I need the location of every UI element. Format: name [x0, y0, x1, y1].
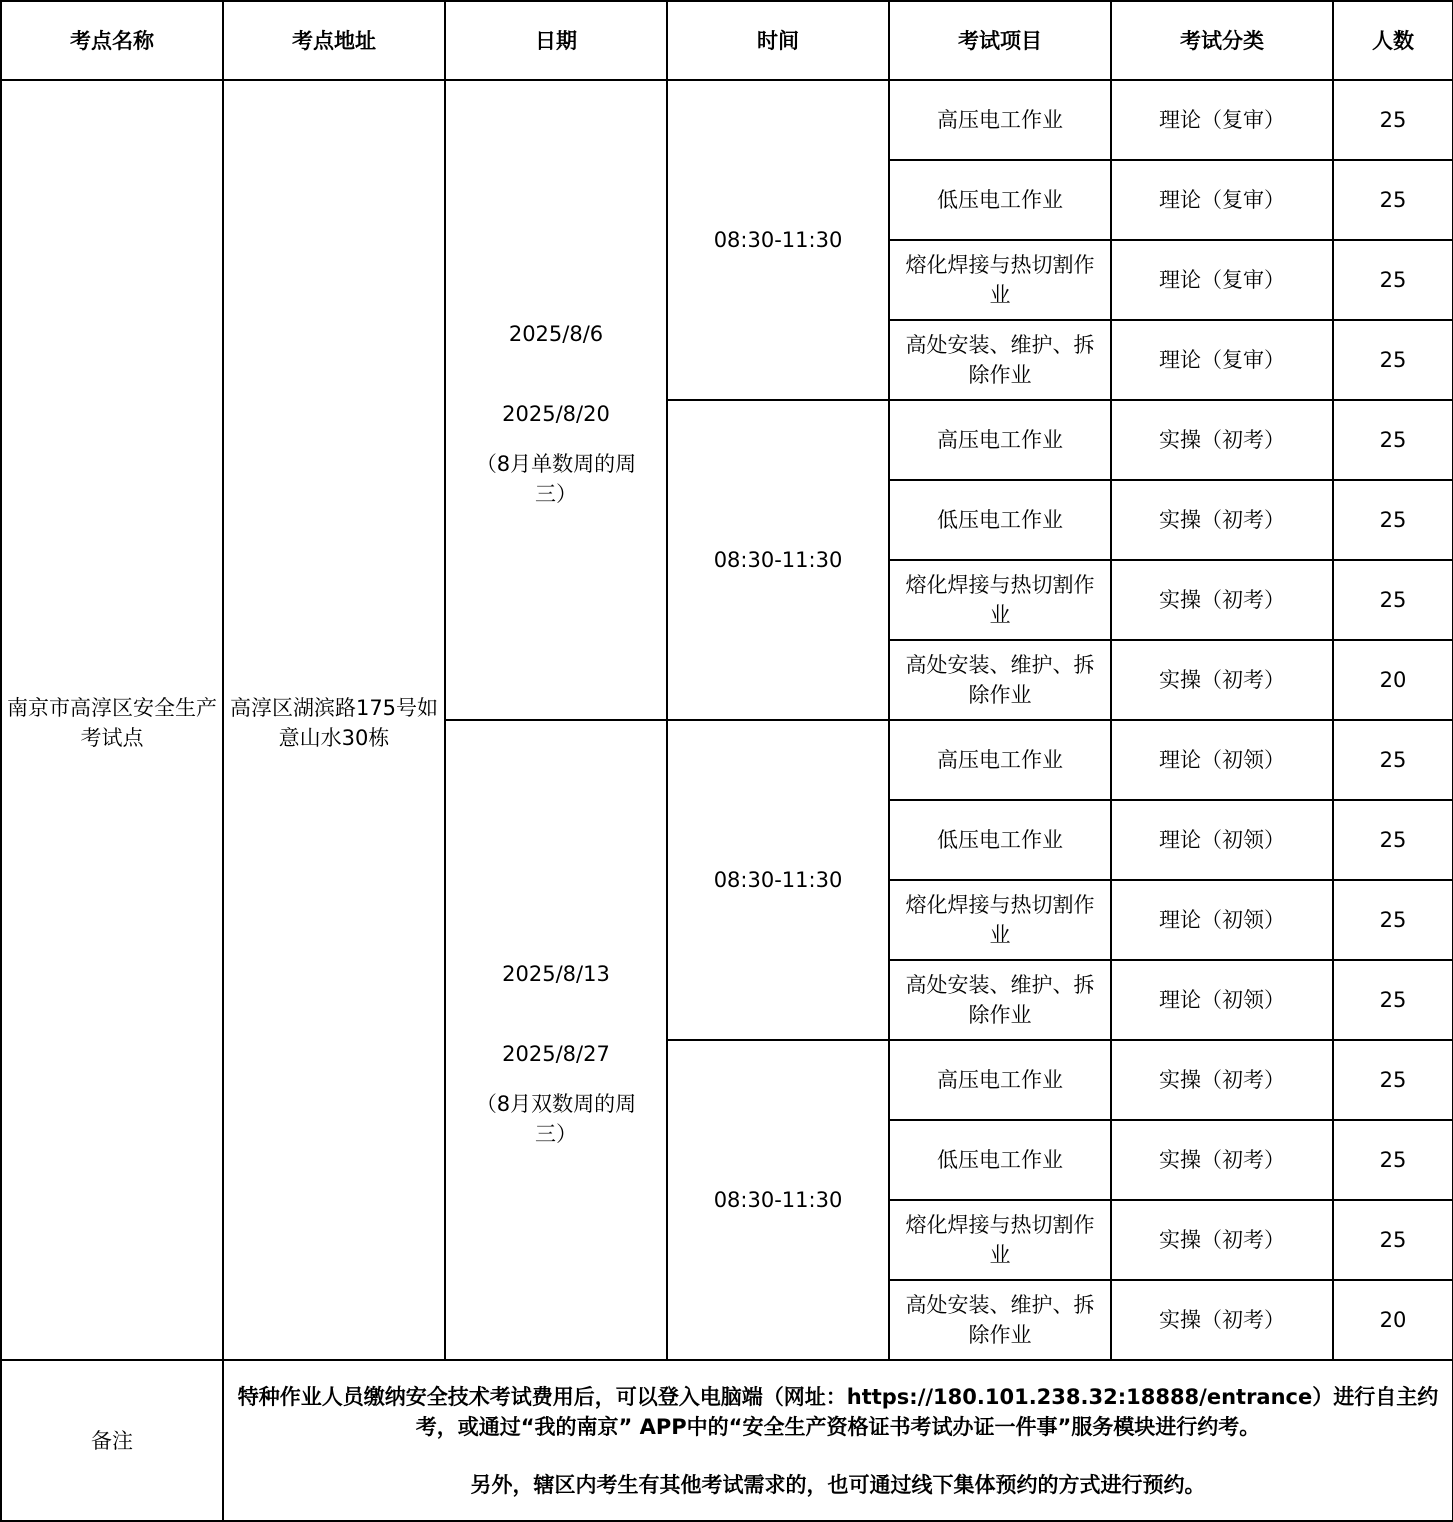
site-address-cell	[223, 80, 445, 1360]
exam-count: 20	[1333, 640, 1453, 720]
remarks-label: 备注	[1, 1360, 223, 1521]
header-row	[1, 1, 1453, 80]
exam-count: 25	[1333, 560, 1453, 640]
exam-category: 理论（初领）	[1111, 720, 1333, 800]
exam-category: 实操（初考）	[1111, 400, 1333, 480]
exam-item: 高处安装、维护、拆除作业	[889, 320, 1111, 400]
exam-item: 高处安装、维护、拆除作业	[889, 640, 1111, 720]
exam-date: 2025/8/20	[502, 402, 610, 426]
exam-item: 低压电工作业	[889, 160, 1111, 240]
exam-count: 25	[1333, 800, 1453, 880]
remarks-text	[223, 1360, 1453, 1521]
exam-date: 2025/8/13	[502, 962, 610, 986]
exam-item: 低压电工作业	[889, 800, 1111, 880]
exam-category: 理论（复审）	[1111, 240, 1333, 320]
exam-date: 2025/8/6	[508, 322, 604, 346]
exam-count: 20	[1333, 1280, 1453, 1360]
date-group-cell	[445, 80, 667, 720]
time-cell: 08:30-11:30	[667, 400, 889, 720]
exam-item: 熔化焊接与热切割作业	[889, 240, 1111, 320]
header-date: 日期	[445, 1, 667, 80]
time-cell: 08:30-11:30	[667, 80, 889, 400]
exam-count: 25	[1333, 160, 1453, 240]
header-site-address: 考点地址	[223, 1, 445, 80]
exam-count: 25	[1333, 960, 1453, 1040]
exam-category: 理论（复审）	[1111, 320, 1333, 400]
exam-category: 实操（初考）	[1111, 480, 1333, 560]
exam-item: 高处安装、维护、拆除作业	[889, 960, 1111, 1040]
exam-item: 熔化焊接与热切割作业	[889, 880, 1111, 960]
exam-count: 25	[1333, 240, 1453, 320]
exam-count: 25	[1333, 880, 1453, 960]
date-note: （8月双数周的周三）	[475, 1092, 637, 1146]
site-address: 高淳区湖滨路175号如意山水30栋	[229, 696, 439, 750]
remarks-row	[1, 1360, 1453, 1521]
exam-item: 高处安装、维护、拆除作业	[889, 1280, 1111, 1360]
exam-category: 理论（初领）	[1111, 800, 1333, 880]
exam-item: 高压电工作业	[889, 400, 1111, 480]
exam-count: 25	[1333, 400, 1453, 480]
remarks-line-2: 另外，辖区内考生有其他考试需求的，也可通过线下集体预约的方式进行预约。	[470, 1472, 1206, 1497]
remarks-line-1: 特种作业人员缴纳安全技术考试费用后，可以登入电脑端（网址：https://180.101.238.32:18888/entrance）进行自主约考，或通过“我的南京” APP中的“安全生产资格证书考试办证一件事”服务模块进行约考。	[237, 1384, 1439, 1439]
date-note: （8月单数周的周三）	[475, 452, 637, 506]
exam-item: 熔化焊接与热切割作业	[889, 560, 1111, 640]
header-exam-category: 考试分类	[1111, 1, 1333, 80]
exam-count: 25	[1333, 80, 1453, 160]
exam-category: 实操（初考）	[1111, 640, 1333, 720]
exam-category: 理论（初领）	[1111, 880, 1333, 960]
exam-category: 理论（复审）	[1111, 80, 1333, 160]
exam-count: 25	[1333, 1040, 1453, 1120]
exam-category: 理论（复审）	[1111, 160, 1333, 240]
header-time: 时间	[667, 1, 889, 80]
exam-item: 高压电工作业	[889, 80, 1111, 160]
exam-count: 25	[1333, 320, 1453, 400]
exam-category: 实操（初考）	[1111, 1040, 1333, 1120]
exam-category: 实操（初考）	[1111, 560, 1333, 640]
header-site-name: 考点名称	[1, 1, 223, 80]
exam-category: 实操（初考）	[1111, 1280, 1333, 1360]
exam-item: 低压电工作业	[889, 1120, 1111, 1200]
exam-count: 25	[1333, 1120, 1453, 1200]
time-cell: 08:30-11:30	[667, 720, 889, 1040]
exam-category: 实操（初考）	[1111, 1120, 1333, 1200]
exam-item: 高压电工作业	[889, 1040, 1111, 1120]
site-name: 南京市高淳区安全生产考试点	[7, 696, 217, 750]
exam-category: 理论（初领）	[1111, 960, 1333, 1040]
time-cell: 08:30-11:30	[667, 1040, 889, 1360]
exam-count: 25	[1333, 480, 1453, 560]
exam-date: 2025/8/27	[502, 1042, 610, 1066]
exam-count: 25	[1333, 720, 1453, 800]
exam-category: 实操（初考）	[1111, 1200, 1333, 1280]
exam-item: 高压电工作业	[889, 720, 1111, 800]
date-group-cell	[445, 720, 667, 1360]
header-exam-item: 考试项目	[889, 1, 1111, 80]
header-count: 人数	[1333, 1, 1453, 80]
exam-item: 熔化焊接与热切割作业	[889, 1200, 1111, 1280]
exam-count: 25	[1333, 1200, 1453, 1280]
table-row	[1, 80, 1453, 160]
exam-item: 低压电工作业	[889, 480, 1111, 560]
site-name-cell	[1, 80, 223, 1360]
